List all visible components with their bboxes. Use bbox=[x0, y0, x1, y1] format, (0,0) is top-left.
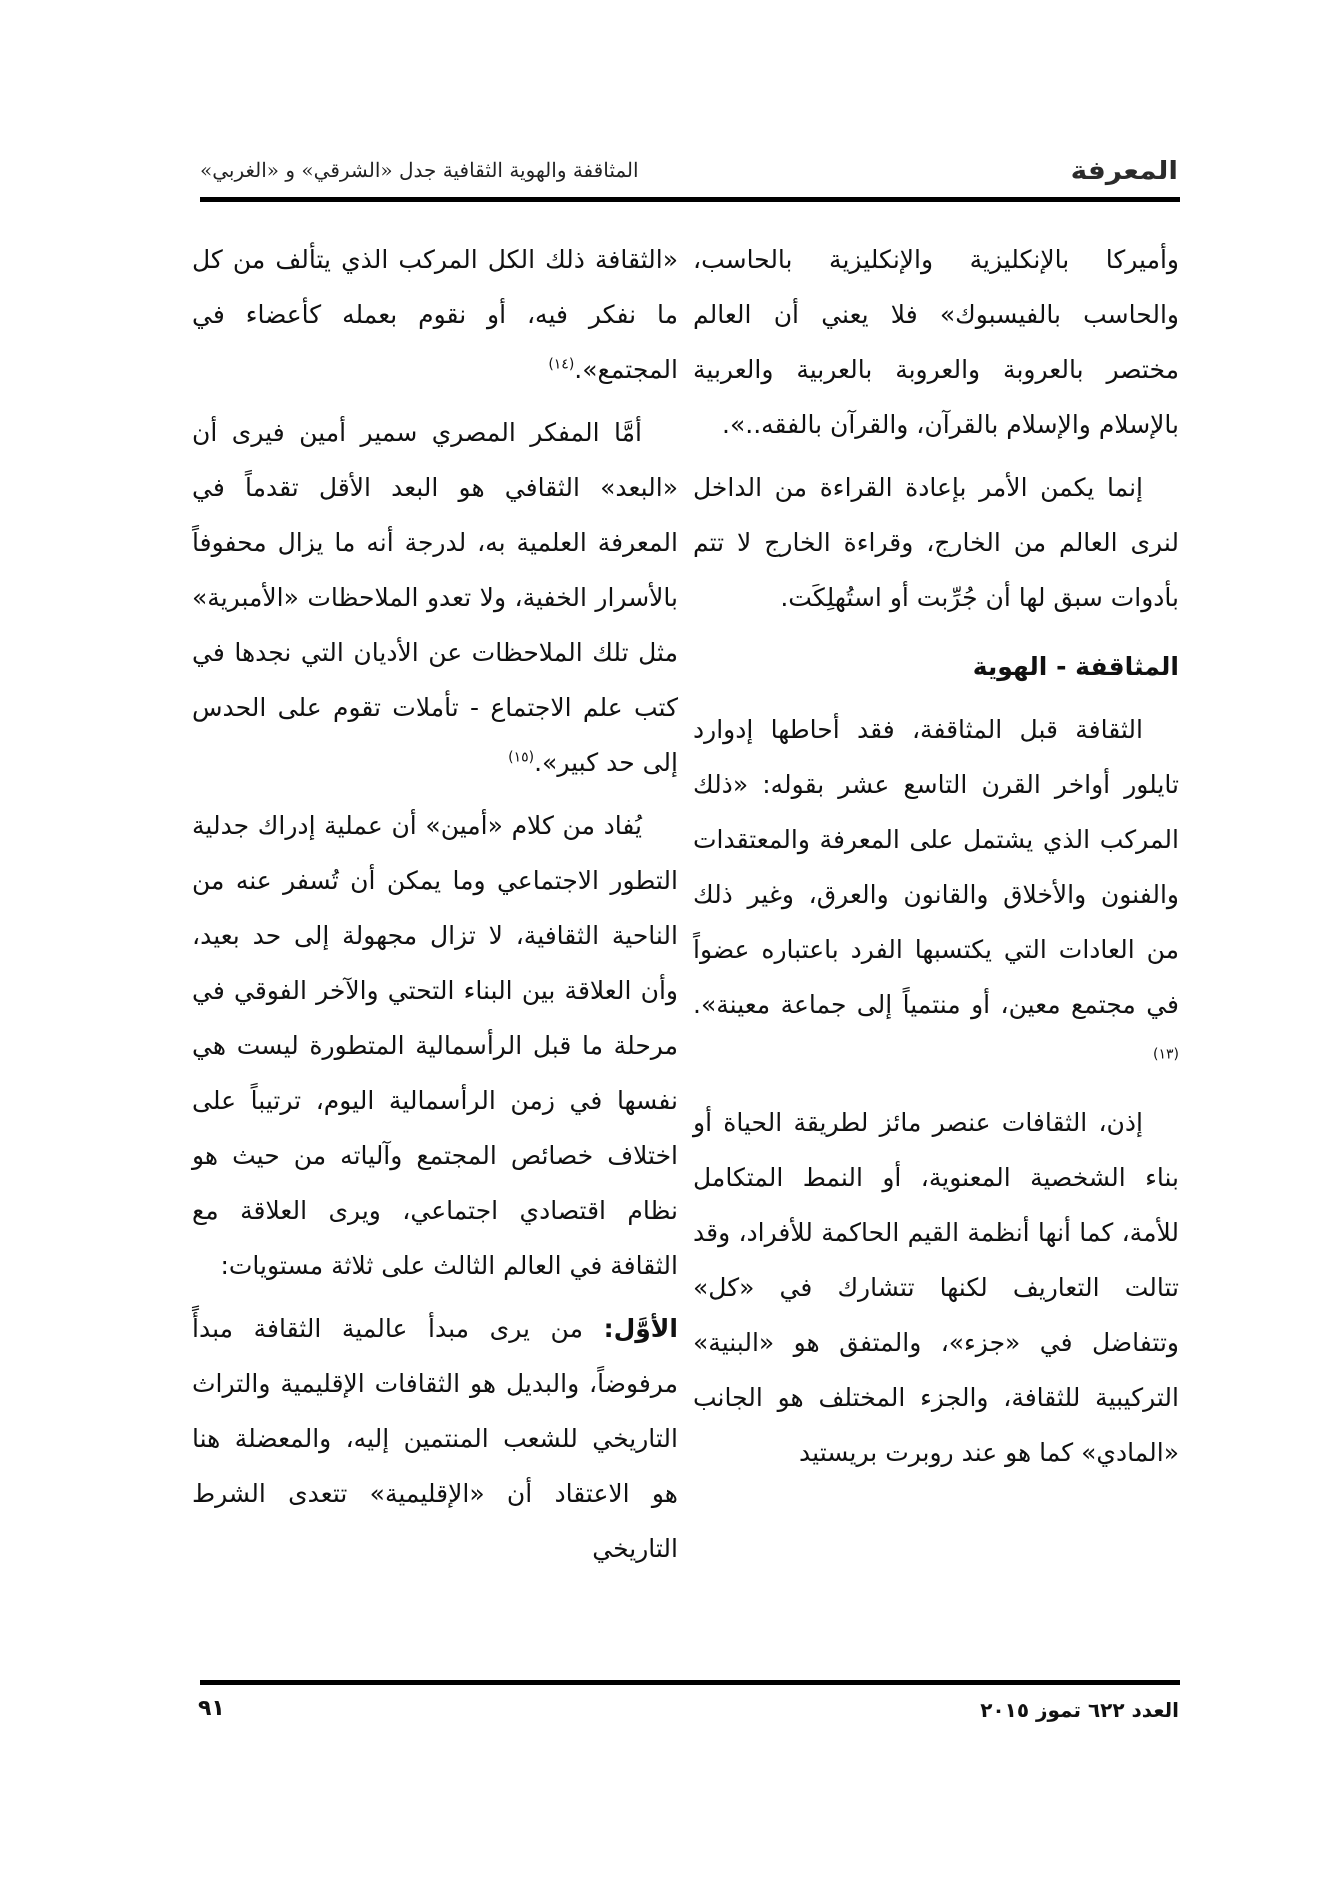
paragraph-text: من يرى مبدأ عالمية الثقافة مبدأً مرفوضاً، والبديل هو الثقافات الإقليمية والتراث التاريخي للشعب المنتمين إليه، والمعضلة هنا هو الاعتقاد أن «الإقليمية» تتعدى الشرط التاريخي bbox=[192, 1314, 678, 1563]
footnote-ref: (١٣) bbox=[1153, 1046, 1179, 1063]
list-label: الأوَّل: bbox=[603, 1314, 678, 1343]
page-number: ٩١ bbox=[198, 1696, 225, 1721]
left-column bbox=[192, 232, 678, 1584]
footer-rule bbox=[200, 1680, 1180, 1685]
right-column bbox=[693, 232, 1179, 1488]
paragraph-text: الثقافة قبل المثاقفة، فقد أحاطها إدوارد تايلور أواخر القرن التاسع عشر بقوله: «ذلك المركب الذي يشتمل على المعرفة والمعتقدات والفنون والأخلاق والقانون والعرق، وغير ذلك من العادات التي يكتسبها الفرد باعتباره عضواً في مجتمع معين، أو منتمياً إلى جماعة معينة». bbox=[693, 715, 1179, 1019]
paragraph-text: «الثقافة ذلك الكل المركب الذي يتألف من كل ما نفكر فيه، أو نقوم بعمله كأعضاء في المجتمع». bbox=[192, 245, 678, 384]
paragraph bbox=[693, 702, 1179, 1087]
header-rule bbox=[200, 197, 1180, 202]
issue-info: العدد ٦٢٢ تموز ٢٠١٥ bbox=[980, 1698, 1179, 1722]
paragraph: إذن، الثقافات عنصر مائز لطريقة الحياة أو بناء الشخصية المعنوية، أو النمط المتكامل للأمة، كما أنها أنظمة القيم الحاكمة للأفراد، وقد تتالت التعاريف لكنها تتشارك في «كل» وتتفاضل في «جزء»، والمتفق هو «البنية» التركيبية للثقافة، والجزء المختلف هو الجانب «المادي» كما هو عند روبرت بريستيد bbox=[693, 1108, 1179, 1467]
paragraph: إنما يكمن الأمر بإعادة القراءة من الداخل لنرى العالم من الخارج، وقراءة الخارج لا تتم بأدوات سبق لها أن جُرِّبت أو استُهلِكَت. bbox=[693, 473, 1179, 612]
page-header bbox=[200, 150, 1178, 198]
footnote-ref: (١٥) bbox=[508, 749, 535, 766]
running-title: المثاقفة والهوية الثقافية جدل «الشرقي» و «الغربي» bbox=[200, 158, 639, 182]
paragraph-text: أمَّا المفكر المصري سمير أمين فيرى أن «البعد» الثقافي هو البعد الأقل تقدماً في المعرفة العلمية به، لدرجة أنه ما يزال محفوفاً بالأسرار الخفية، ولا تعدو الملاحظات «الأمبرية» مثل تلك الملاحظات عن الأديان التي نجدها في كتب علم الاجتماع - تأملات تقوم على الحدس إلى حد كبير». bbox=[192, 418, 678, 777]
footnote-ref: (١٤) bbox=[548, 356, 575, 373]
paragraph bbox=[192, 232, 678, 397]
paragraph: يُفاد من كلام «أمين» أن عملية إدراك جدلية التطور الاجتماعي وما يمكن أن تُسفر عنه من الناحية الثقافية، لا تزال مجهولة إلى حد بعيد، وأن العلاقة بين البناء التحتي والآخر الفوقي في مرحلة ما قبل الرأسمالية المتطورة ليست هي نفسها في زمن الرأسمالية اليوم، ترتيباً على اختلاف خصائص المجتمع وآلياته من حيث هو نظام اقتصادي اجتماعي، ويرى العلاقة مع الثقافة في العالم الثالث على ثلاثة مستويات: bbox=[192, 811, 678, 1280]
paragraph: وأميركا بالإنكليزية والإنكليزية بالحاسب، والحاسب بالفيسبوك» فلا يعني أن العالم مختصر بالعروبة والعروبة بالعربية والعربية بالإسلام والإسلام بالقرآن، والقرآن بالفقه..». bbox=[693, 245, 1179, 439]
paragraph bbox=[192, 405, 678, 790]
journal-logo: المعرفة bbox=[1070, 155, 1178, 186]
paragraph bbox=[192, 1301, 678, 1576]
section-heading: المثاقفة - الهوية bbox=[972, 652, 1179, 681]
